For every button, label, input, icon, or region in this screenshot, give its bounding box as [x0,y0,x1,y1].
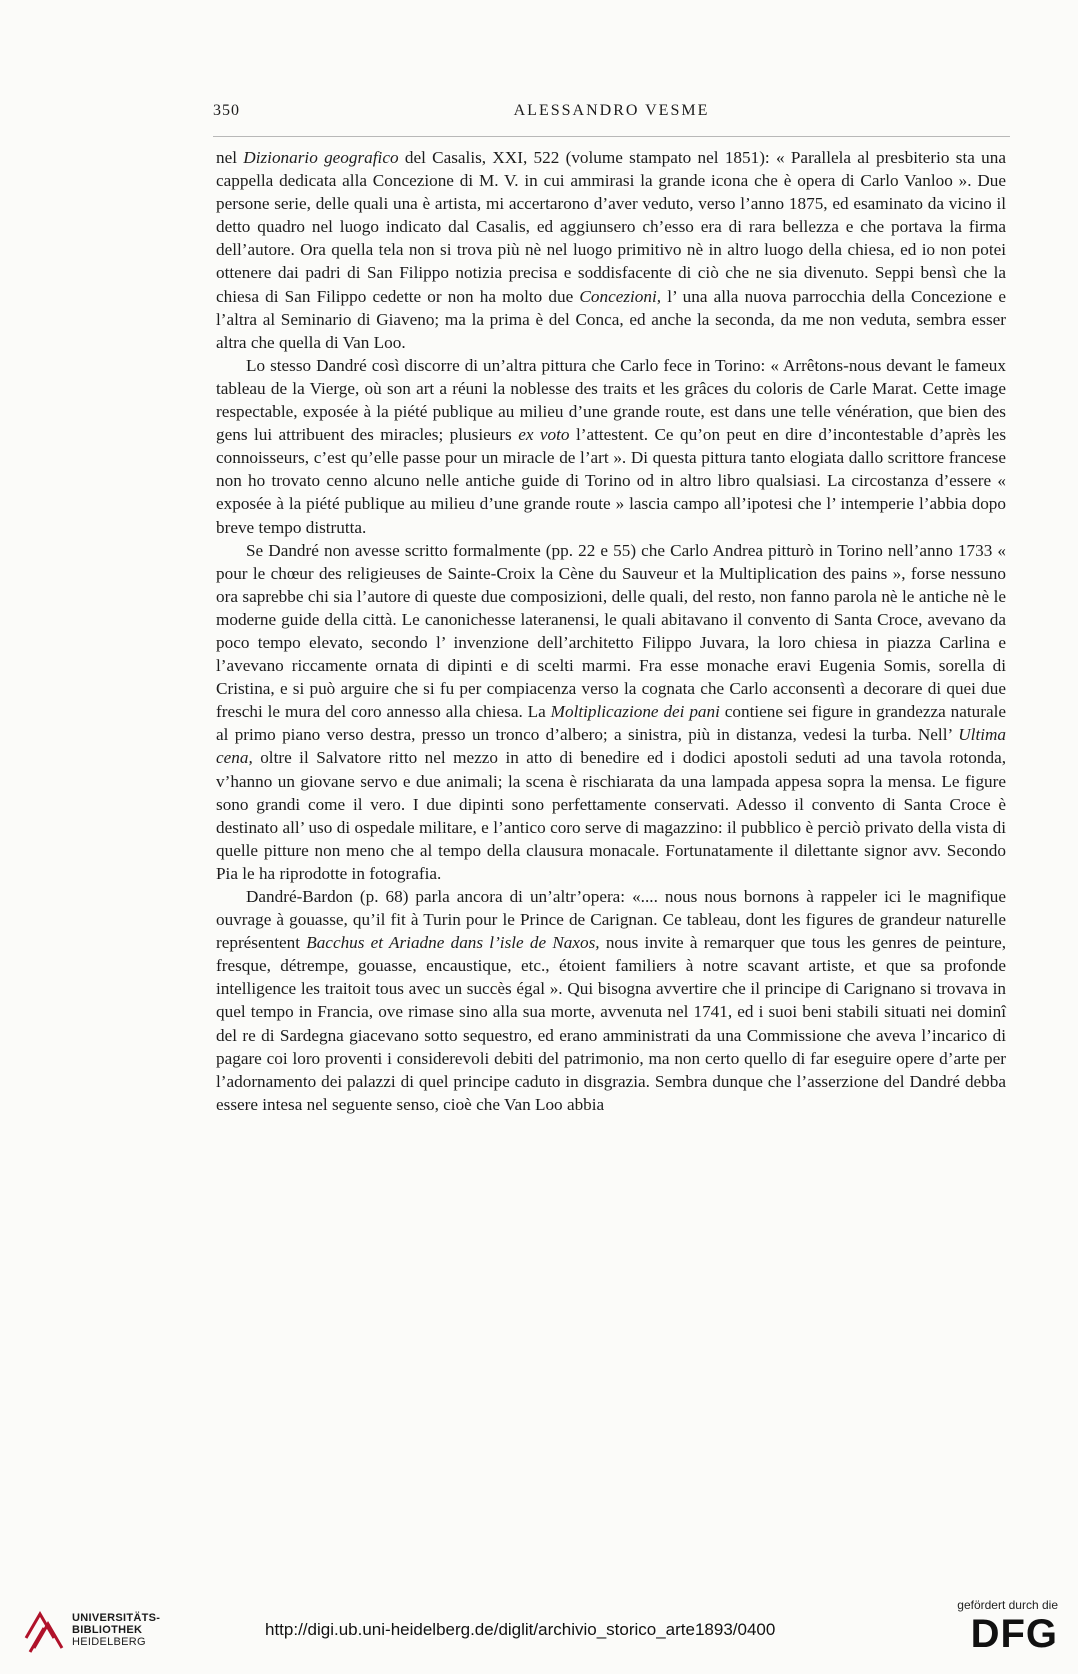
dfg-logo: DFG [970,1612,1058,1656]
text-run: l’ una alla nuova parrocchia della Concezione e l’altra al Seminario di Giaveno; ma la prima è del Conca, ed anche la seconda, da me non veduta, sembra esser altra che quella di Van Loo. [216,286,1006,352]
library-name-line3: HEIDELBERG [72,1636,146,1648]
text-run: oltre il Salvatore ritto nel mezzo in atto di benedire ed i dodici apostoli seduti ad una tavola rotonda, v’hanno un giovane servo e due animali; la scena è rischiarata da una lampada appesa sopra la mensa. Le figure sono grandi come il vero. I due dipinti sono perfettamente conservati. Adesso il convento di Santa Croce è destinato all’ uso di ospedale militare, e l’antico coro serve di magazzino: il pubblico è perciò privato della vista di quelle pitture non meno che al tempo della clausura monacale. Fortunatamente il dilettante signor avv. Secondo Pia le ha riprodotte in fotografia. [216,748,1006,883]
source-url-link[interactable]: http://digi.ub.uni-heidelberg.de/diglit/archivio_storico_arte1893/0400 [265,1620,776,1639]
running-title: ALESSANDRO VESME [513,102,710,119]
library-name-line2: BIBLIOTHEK [72,1624,143,1636]
italic-text: Concezioni, [579,286,662,306]
text-run: nous invite à remarquer que tous les genres de peinture, fresque, détrempe, gouasse, encaustique, etc., étoient familiers à notre scavant artiste, et que sa profonde intelligence les traitoit tous avec un succès égal ». Qui bisogna avvertire che il principe di Carignano si trovava in quel tempo in Francia, ove rimase sino alla sua morte, avvenuta nel 1741, ed i suoi beni stabili situati nei dominî del re di Sardegna giacevano sotto sequestro, ed erano amministrati da una Commissione che aveva l’incarico di pagare coi loro proventi i considerevoli debiti del patrimonio, ma non certo quello di far eseguire opere d’arte per l’adornamento dei palazzi di quel principe caduto in disgrazia. Sembra dunque che l’asserzione del Dandré debba essere intesa nel seguente senso, cioè che Van Loo abbia [216,933,1006,1114]
text-run: l’attestent. Ce qu’on peut en dire d’incontestable d’après les connoisseurs, c’est qu’elle passe pour un miracle de l’art ». Di questa pittura tanto elogiata dallo scrittore francese non ho trovato cenno alcuno nelle antiche guide di Torino od in altro libro qualsiasi. La circostanza d’essere « exposée à la piété publique au milieu d’une grande route » lascia campo all’ipotesi che l’ intemperie l’abbia dopo breve tempo distrutta. [216,425,1007,537]
italic-text: Dizionario geografico [243,148,399,167]
paragraph [216,885,1006,1116]
text-run: Lo stesso Dandré così discorre di un’altra pittura che Carlo fece in Torino: « Arrêtons-nous devant le fameux tableau de la Vierge, où son art a réuni la noblesse des traits et les grâces du coloris de Carle Marat. Cette image respectable, exposée à la piété publique au milieu d’une grande route, est dans une telle vénération, que bien des gens lui attribuent des miracles; plusieurs [216,355,1006,445]
library-logo-icon [20,1608,68,1656]
paragraph [216,539,1006,885]
text-run: Se Dandré non avesse scritto formalmente (pp. 22 e 55) che Carlo Andrea pitturò in Torino nell’anno 1733 « pour le chœur des religieuses de Sainte-Croix la Cène du Sauveur et la Multiplication des pains », forse nessuno ora saprebbe chi sia l’autore di queste due composizioni, delle quali, del resto, non fanno parola nè le antiche nè le moderne guide della città. Le canonichesse lateranensi, le quali abitavano il convento di Santa Croce, avevano da poco tempo elevato, secondo l’ invenzione dell’architetto Filippo Juvara, la loro chiesa in piazza Carlina e l’avevano riccamente ornata di dipinti e di scelti marmi. Fra esse monache eravi Eugenia Somis, sorella di Cristina, e si può arguire che si fu per compiacenza verso la cognata che Carlo acconsentì a decorare di quei due freschi le mura del coro annesso alla chiesa. La [216,540,1006,722]
funding-label: gefördert durch die [957,1598,1058,1612]
text-run: Dandré-Bardon (p. 68) parla ancora di un’altr’opera: «.... nous nous bornons à rappeler ici le magnifique ouvrage à gouasse, qu’il fit à Turin pour le Prince de Carignan. Ce tableau, dont les figures de grandeur naturelle représentent [216,887,1006,953]
text-run: del Casalis, XXI, 522 (volume stampato nel 1851): « Parallela al presbiterio sta una cappella dedicata alla Concezione di M. V. in cui ammirasi la grande icona che è opera di Carlo Vanloo ». Due persone serie, delle quali una è artista, mi accertarono d’aver veduto, verso l’anno 1875, ed esaminato da vicino il detto quadro nel luogo indicato dal Casalis, ed aggiunsero ch’esso era di rara bellezza e che portava la firma dell’autore. Ora quella tela non si trova più nè nel luogo primitivo nè in altro luogo della chiesa, ed io non potei ottenere dai padri di San Filippo notizia precisa e soddisfacente di ciò che ne sia divenuto. Seppi bensì che la chiesa di San Filippo cedette or non ha molto due [216,148,1006,306]
italic-text: ex voto [518,425,570,445]
library-name-line1: UNIVERSITÄTS- [72,1612,161,1624]
text-run: contiene sei figure in grandezza naturale al primo piano verso destra, presso un tronco d’albero; a sinistra, più in distanza, vedesi la turba. Nell’ [216,702,1006,745]
footer-bar [0,1588,1078,1674]
funder-block [938,1598,1058,1654]
page-header [213,102,1010,128]
page-number: 350 [213,102,240,119]
header-rule [213,136,1010,137]
library-name [72,1612,160,1648]
body-text [216,146,1006,1116]
italic-text: Moltiplicazione dei pani [550,702,720,722]
paragraph [216,354,1006,539]
italic-text: Ultima cena, [216,725,1006,768]
italic-text: Bacchus et Ariadne dans l’isle de Naxos, [306,933,600,953]
paragraph [216,146,1006,354]
text-run: nel [216,148,244,167]
